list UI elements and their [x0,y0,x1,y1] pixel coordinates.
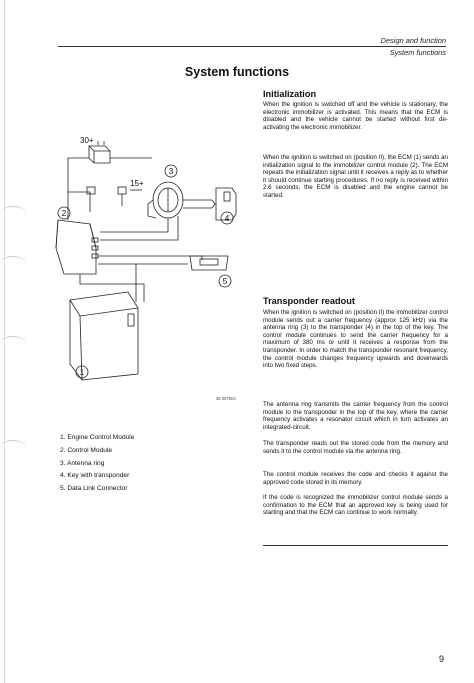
page-number: 9 [438,654,444,664]
binding-mark [0,440,26,455]
legend-item: 4. Key with transponder [60,472,130,480]
data-link-connector-icon [190,256,228,270]
transponder-paragraph: The antenna ring transmits the carrier frequency from the control module to the transponder in the top of the key, where the carrier frequency activates a resonator circuit which in turn activates an integrated-circuit. [263,401,448,431]
binding-mark [0,206,26,221]
ignition-label: 15+ [130,179,144,188]
figure-code: 36 00750A [216,396,237,401]
callout-4: 4 [224,214,230,223]
fuse-icon [87,187,95,194]
callout-1: 1 [79,368,85,377]
transponder-paragraph: The transponder reads out the stored code from the memory and sends it to the control module via the antenna ring. [263,440,448,455]
transponder-paragraph: If the code is recognized the immobilizer control module sends a confirmation to the ECM that an approved key is being used for starting and that the ECM can continue to work normally. [263,494,448,517]
binding-mark [0,256,26,271]
transponder-paragraph: When the ignition is switched on (position II) the immobilizer control module sends out a carrier frequency (approx 125 kHz) via the antenna ring (3) to the transponder (4) in the top of the key. The control module continues to send the carrier frequency for a maximum of 380 ms or until it receives a response from the transponder. In order to match the transponder resonant frequency, the control module changes frequency upwards and downwards into two fixed steps. [263,309,448,370]
section-end-rule [263,545,448,546]
callout-2: 2 [61,209,67,218]
legend-item: 3. Antenna ring [60,459,105,467]
page-title: System functions [184,65,290,79]
fuse-icon [118,187,126,194]
legend-item: 1. Engine Control Module [60,434,135,441]
ecm-icon [70,292,138,380]
ignition-lock-icon [148,182,183,218]
header-subsection: System functions [389,48,446,57]
transponder-paragraph: The control module receives the code and checks it against the approved code stored in its memory. [263,471,448,486]
transponder-heading: Transponder readout [263,296,355,306]
immobilizer-wiring-diagram [40,128,240,390]
binding-mark [0,336,26,351]
legend [60,432,134,496]
callout-3: 3 [168,167,174,176]
initialization-paragraph: When the ignition is switched on (position II), the ECM (1) sends an initialization signal to the immobilizer control module (2). The ECM repeats the initialization signal until it receives a reply as to whether it should continue starting procedures. If no reply is received within 2.6 seconds, the ECM is disabled and the engine cannot be started. [263,154,448,199]
header-section: Design and function [380,36,446,45]
header-rule [58,46,446,47]
battery-label: 30+ [80,136,94,145]
legend-item: 2. Control Module [60,446,113,454]
callout-5: 5 [222,277,228,286]
initialization-heading: Initialization [263,89,317,99]
legend-item: 5. Data Link Connector [60,485,128,493]
initialization-paragraph: When the ignition is switched off and the vehicle is stationary, the electronic immobilizer is activated. This means that the ECM is disabled and the vehicle cannot be started without first de-activating the electronic immobilizer. [263,101,448,131]
control-module-icon [56,220,98,274]
